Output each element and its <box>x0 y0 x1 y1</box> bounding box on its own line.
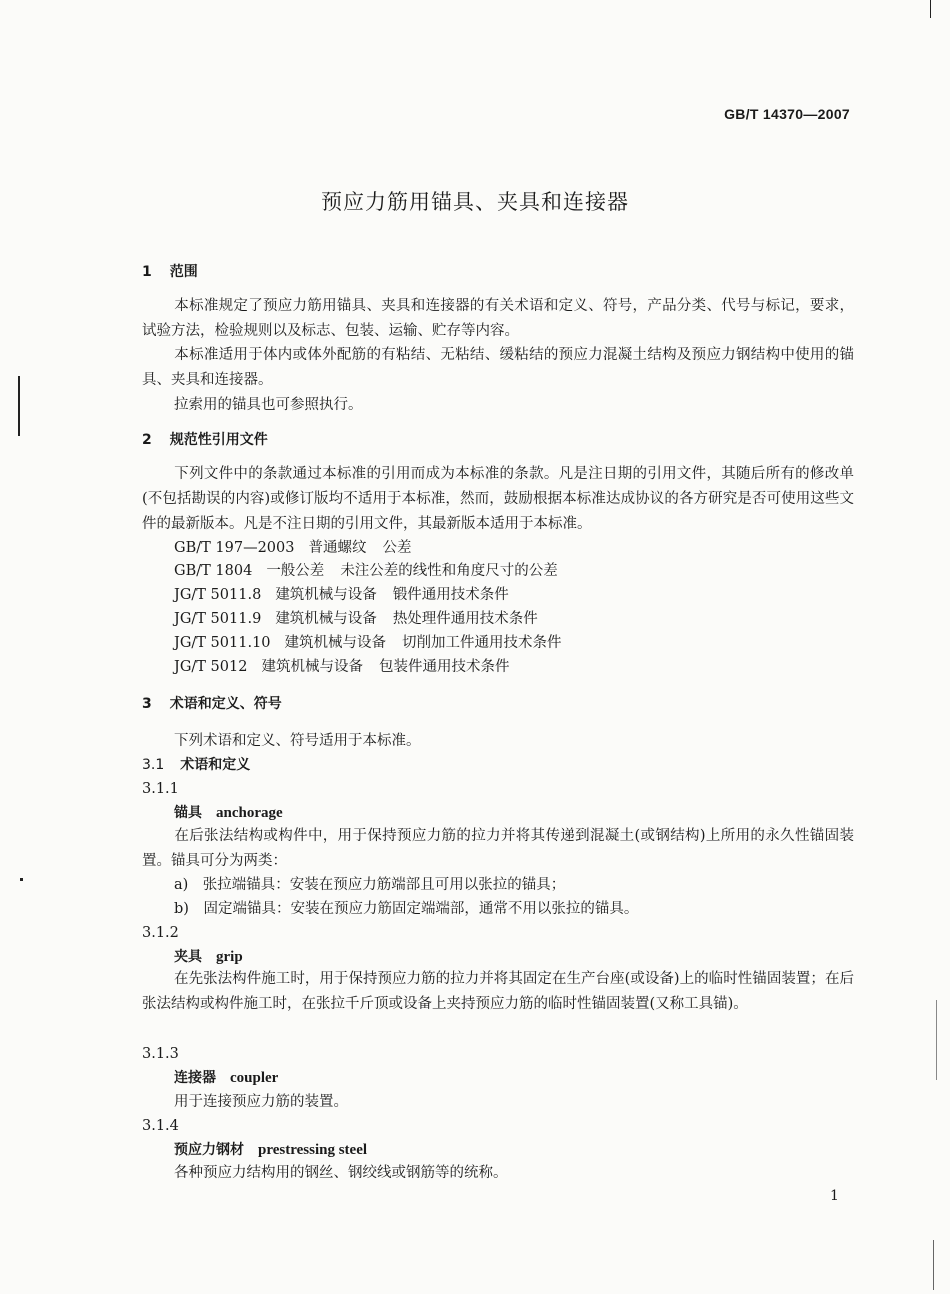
reference-subtitle: 锻件通用技术条件 <box>392 587 509 603</box>
reference-code: GB/T 197—2003 <box>174 540 295 556</box>
reference-subtitle: 热处理件通用技术条件 <box>392 611 538 627</box>
reference-code: JG/T 5011.8 <box>174 587 262 603</box>
term-zh: 预应力钢材 <box>174 1142 244 1158</box>
paragraph-text: 下列文件中的条款通过本标准的引用而成为本标准的条款。凡是注日期的引用文件，其随后所有的修改单(不包括勘误的内容)或修订版均不适用于本标准，然而，鼓励根据本标准达成协议的各方研究是否可使用这些文件的最新版本。凡是不注日期的引用文件，其最新版本适用于本标准。 <box>142 466 854 532</box>
reference-item <box>174 585 509 605</box>
section-title: 范围 <box>169 264 198 280</box>
reference-code: JG/T 5011.10 <box>174 635 271 651</box>
term-en: prestressing steel <box>258 1142 368 1158</box>
paragraph-text: 拉索用的锚具也可参照执行。 <box>174 397 363 413</box>
reference-subtitle: 包装件通用技术条件 <box>378 659 510 675</box>
reference-item <box>174 657 509 677</box>
document-title: 预应力筋用锚具、夹具和连接器 <box>321 190 629 214</box>
reference-title: 建筑机械与设备 <box>261 659 363 675</box>
paragraph-text: 本标准适用于体内或体外配筋的有粘结、无粘结、缓粘结的预应力混凝土结构及预应力钢结构中使用的锚具、夹具和连接器。 <box>142 347 854 388</box>
paragraph: 下列术语和定义、符号适用于本标准。 <box>174 733 421 749</box>
page-number: 1 <box>830 1188 839 1204</box>
section-heading <box>142 430 268 450</box>
term-heading <box>174 1068 278 1088</box>
definition-text: 在后张法结构或构件中，用于保持预应力筋的拉力并将其传递到混凝土(或钢结构)上所用的永久性锚固装置。锚具可分为两类： <box>142 828 854 869</box>
reference-title: 普通螺纹 <box>308 540 367 556</box>
reference-item <box>174 609 538 629</box>
reference-subtitle: 公差 <box>382 540 412 556</box>
paragraph-text: 本标准规定了预应力筋用锚具、夹具和连接器的有关术语和定义、符号，产品分类、代号与标记，要求，试验方法，检验规则以及标志、包装、运输、贮存等内容。 <box>142 298 854 339</box>
term-heading <box>174 803 283 823</box>
term-definition <box>142 967 854 1017</box>
reference-code: JG/T 5011.9 <box>174 611 262 627</box>
reference-title: 建筑机械与设备 <box>284 635 387 651</box>
reference-code: GB/T 1804 <box>174 563 253 579</box>
scan-artifact-mark <box>18 376 20 436</box>
term-number: 3.1.1 <box>142 781 179 797</box>
term-zh: 连接器 <box>174 1070 216 1086</box>
reference-item <box>174 538 411 558</box>
paragraph <box>142 462 854 537</box>
reference-title: 一般公差 <box>266 563 325 579</box>
section-number: 1 <box>142 264 152 280</box>
subsection-heading <box>142 755 250 775</box>
reference-item <box>174 633 562 653</box>
term-en: grip <box>216 949 243 965</box>
section-title: 术语和定义、符号 <box>169 696 282 712</box>
term-heading <box>174 1140 367 1160</box>
term-definition: 各种预应力结构用的钢丝、钢绞线或钢筋等的统称。 <box>174 1165 508 1181</box>
reference-title: 建筑机械与设备 <box>275 611 377 627</box>
paragraph <box>142 294 854 344</box>
subsection-number: 3.1 <box>142 757 165 773</box>
section-number: 2 <box>142 432 152 448</box>
reference-subtitle: 切削加工件通用技术条件 <box>402 635 562 651</box>
paragraph <box>142 393 854 418</box>
term-number: 3.1.3 <box>142 1046 179 1062</box>
reference-item <box>174 561 558 581</box>
term-zh: 夹具 <box>174 949 202 965</box>
term-zh: 锚具 <box>174 805 202 821</box>
paragraph <box>142 343 854 393</box>
term-en: anchorage <box>216 805 283 821</box>
term-en: coupler <box>230 1070 279 1086</box>
list-item: b) 固定端锚具：安装在预应力筋固定端端部，通常不用以张拉的锚具。 <box>174 901 639 917</box>
reference-code: JG/T 5012 <box>174 659 248 675</box>
section-heading <box>142 694 282 714</box>
scan-artifact-mark <box>933 1240 934 1290</box>
list-item: a) 张拉端锚具：安装在预应力筋端部且可用以张拉的锚具； <box>174 877 566 893</box>
definition-text: 在先张法构件施工时，用于保持预应力筋的拉力并将其固定在生产台座(或设备)上的临时性锚固装置；在后张法结构或构件施工时，在张拉千斤顶或设备上夹持预应力筋的临时性锚固装置(又称工具锚)。 <box>142 971 854 1012</box>
scan-artifact-mark <box>930 0 931 18</box>
scan-artifact-mark <box>936 1000 937 1080</box>
section-heading <box>142 262 198 282</box>
reference-title: 建筑机械与设备 <box>275 587 377 603</box>
term-heading <box>174 947 243 967</box>
standard-code: GB/T 14370—2007 <box>724 106 850 122</box>
term-definition <box>142 824 854 874</box>
section-number: 3 <box>142 696 152 712</box>
scan-artifact-mark <box>20 878 23 881</box>
reference-subtitle: 未注公差的线性和角度尺寸的公差 <box>340 563 558 579</box>
term-definition: 用于连接预应力筋的装置。 <box>174 1094 348 1110</box>
term-number: 3.1.2 <box>142 925 179 941</box>
term-number: 3.1.4 <box>142 1118 179 1134</box>
subsection-title: 术语和定义 <box>180 757 251 773</box>
section-title: 规范性引用文件 <box>169 432 268 448</box>
